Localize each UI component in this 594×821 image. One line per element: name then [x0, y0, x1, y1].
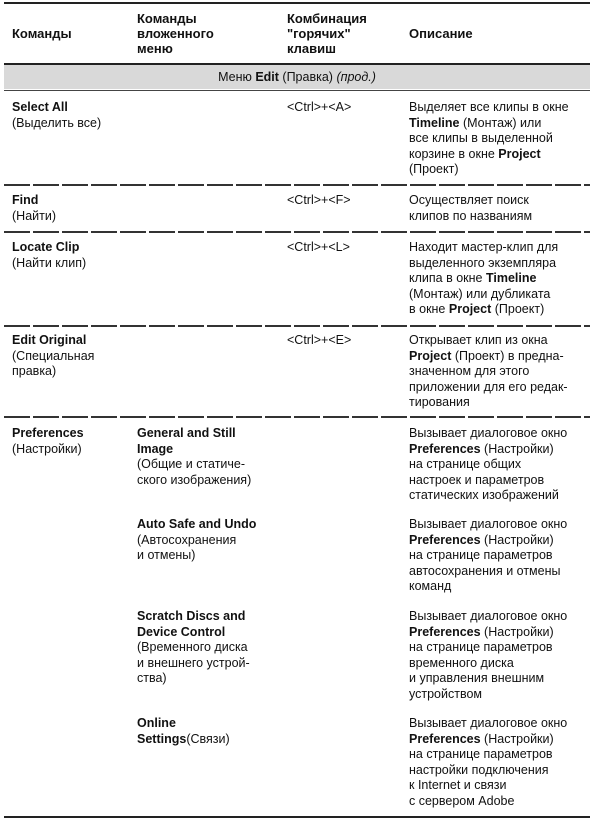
description: Вызывает диалоговое окно Preferences (Настройки) на странице параметров автосохранения и отмены команд [409, 517, 568, 594]
description: Вызывает диалоговое окно Preferences (Настройки) на странице общих настроек и параметров статических изображений [409, 426, 568, 503]
header-hotkeys: Комбинация "горячих" клавиш [287, 11, 367, 56]
description: Открывает клип из окна Project (Проект) в предна- значенном для этого приложении для его редак- тирования [409, 333, 568, 410]
command-name: Edit Original [12, 333, 87, 347]
submenu-scratch-discs-and-device-control: Scratch Discs and Device Control (Временного диска и внешнего устрой- ства) [137, 609, 250, 686]
hotkey: <Ctrl>+<F> [287, 193, 351, 207]
row-divider [4, 184, 590, 186]
submenu-general-and-still-image: General and Still Image (Общие и статиче- ского изображения) [137, 426, 252, 487]
command-name: Locate Clip [12, 240, 80, 254]
table-row-find-command [12, 193, 130, 224]
hotkey: <Ctrl>+<E> [287, 333, 352, 347]
command-name-ru: (Найти) [12, 208, 56, 223]
table-row-select-all-command [12, 100, 130, 131]
command-name: Select All [12, 100, 68, 114]
table-row-edit-original-command: Edit Original (Специальная правка) [12, 333, 130, 380]
command-name-ru: (Специальная [12, 348, 95, 363]
hotkey: <Ctrl>+<L> [287, 240, 350, 254]
command-name-ru: (Настройки) [12, 441, 82, 456]
submenu-auto-safe-and-undo: Auto Safe and Undo (Автосохранения и отмены) [137, 517, 257, 563]
description: Вызывает диалоговое окно Preferences (Настройки) на странице параметров временного диска и управления внешним устройством [409, 609, 568, 701]
row-divider [4, 325, 590, 327]
command-name: Find [12, 193, 39, 207]
submenu-online-settings: Online Settings(Связи) [137, 716, 230, 746]
row-divider [4, 231, 590, 233]
hotkey: <Ctrl>+<A> [287, 100, 352, 114]
bottom-rule [4, 816, 590, 818]
command-name: Preferences [12, 426, 84, 440]
section-paren: (Правка) [278, 70, 337, 84]
header-submenu-commands: Команды вложенного меню [137, 11, 214, 56]
description: Находит мастер-клип для выделенного экземпляра клипа в окне Timeline (Монтаж) или дубликата в окне Project (Проект) [409, 240, 559, 317]
section-prefix: Меню [218, 70, 256, 84]
top-rule [4, 2, 590, 4]
section-band [4, 65, 590, 89]
band-rule [4, 90, 590, 91]
table-row-locate-clip-command [12, 240, 130, 271]
table-header [4, 6, 590, 62]
section-menu: Edit [255, 70, 279, 84]
table-row-preferences-command [12, 426, 130, 457]
row-divider [4, 416, 590, 418]
header-commands: Команды [12, 26, 72, 41]
section-continued: (прод.) [336, 70, 376, 84]
command-name-ru: (Найти клип) [12, 255, 87, 270]
description: Осуществляет поиск клипов по названиям [409, 193, 533, 223]
header-description: Описание [409, 26, 473, 41]
description: Выделяет все клипы в окне Timeline (Монтаж) или все клипы в выделенной корзине в окне Project (Проект) [409, 100, 569, 177]
command-name-ru: (Выделить все) [12, 115, 102, 130]
description: Вызывает диалоговое окно Preferences (Настройки) на странице параметров настройки подключения к Internet и связи с сервером Adobe [409, 716, 568, 808]
